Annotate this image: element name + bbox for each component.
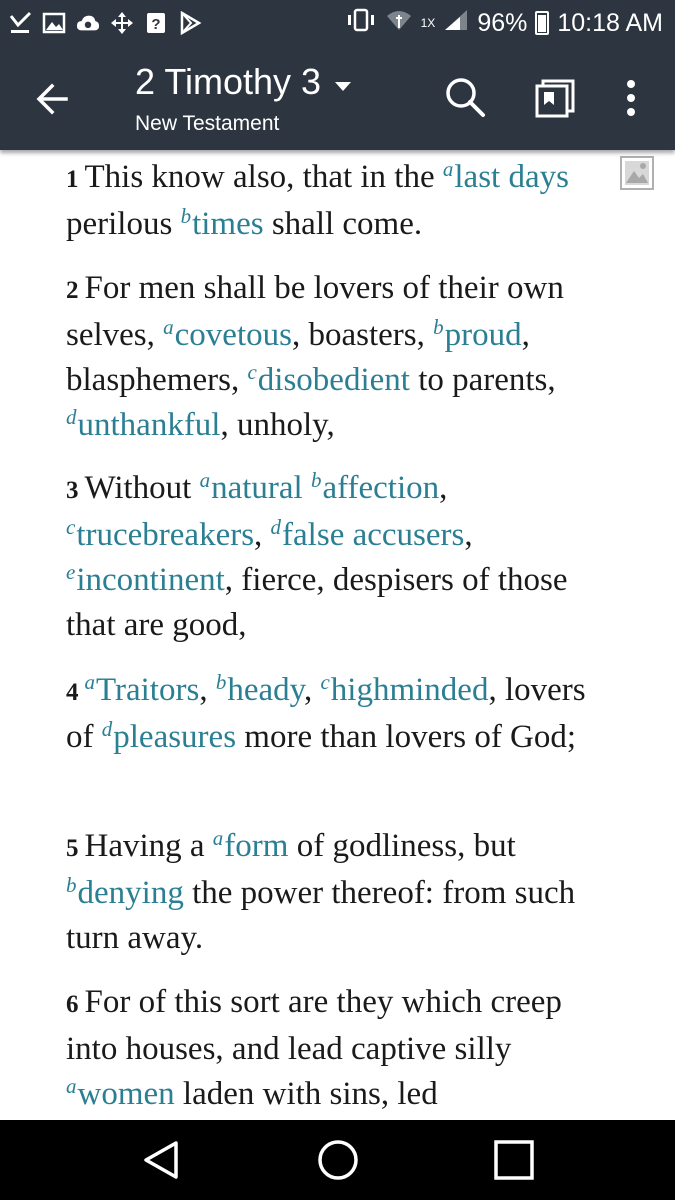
footnote-marker[interactable]: b	[66, 873, 77, 897]
footnote-link[interactable]: heady	[227, 672, 304, 708]
verse-text: Without	[84, 470, 200, 506]
verse-number: 2	[66, 277, 79, 304]
clock: 10:18 AM	[557, 8, 663, 37]
verse-text: to parents,	[409, 362, 556, 398]
footnote-marker[interactable]: b	[433, 315, 444, 339]
verse-text: , lovers of	[66, 672, 586, 755]
footnote-marker[interactable]: d	[66, 405, 77, 429]
verse-text: ,	[303, 672, 321, 708]
footnote-marker[interactable]: a	[199, 468, 211, 492]
status-bar	[0, 0, 675, 46]
more-options-button[interactable]	[616, 76, 646, 120]
footnote-link[interactable]: proud	[444, 317, 522, 353]
footnote-marker[interactable]: d	[270, 515, 282, 539]
network-type: 1X	[420, 15, 436, 30]
library-button[interactable]	[534, 78, 576, 118]
battery-icon	[535, 11, 549, 35]
system-nav-bar	[0, 1120, 675, 1200]
footnote-link[interactable]: form	[224, 828, 289, 864]
back-button[interactable]	[28, 74, 78, 124]
verse-3	[66, 466, 606, 648]
verse-5	[66, 824, 606, 961]
play-store-icon	[178, 11, 202, 35]
verse-text: , boasters,	[291, 317, 434, 353]
verse-text: ,	[199, 672, 216, 708]
chevron-down-icon	[335, 82, 351, 91]
footnote-marker[interactable]: e	[66, 560, 76, 584]
footnote-marker[interactable]: a	[163, 315, 174, 339]
footnote-link[interactable]: disobedient	[257, 362, 410, 398]
page-subtitle: New Testament	[135, 112, 280, 135]
books-icon	[534, 78, 576, 118]
verse-text: , unholy,	[220, 407, 335, 443]
verse-text: ,	[254, 517, 271, 553]
verse-number: 5	[66, 835, 79, 862]
verse-text	[303, 470, 311, 506]
vibrate-icon	[345, 8, 377, 39]
verse-number: 1	[66, 166, 79, 193]
footnote-link[interactable]: pleasures	[113, 719, 237, 755]
page-title: 2 Timothy 3	[135, 61, 322, 102]
recents-square-icon	[493, 1139, 535, 1181]
verse-number: 6	[66, 991, 79, 1018]
verse-text: ,	[464, 517, 473, 553]
chapter-selector[interactable]	[135, 60, 351, 136]
footnote-link[interactable]: denying	[77, 875, 184, 911]
verse-text: For men shall be lovers of their own selves,	[66, 270, 564, 353]
footnote-marker[interactable]: b	[215, 670, 227, 694]
app-bar	[0, 46, 675, 150]
verse-number: 3	[66, 477, 79, 504]
footnote-marker[interactable]: d	[101, 717, 113, 741]
verse-text: shall come.	[263, 206, 423, 242]
footnote-link[interactable]: times	[192, 206, 264, 242]
verse-1	[66, 155, 606, 247]
nav-home-button[interactable]	[316, 1138, 360, 1182]
home-circle-icon	[316, 1138, 360, 1182]
footnote-link[interactable]: natural	[211, 470, 303, 506]
footnote-link[interactable]: Traitors	[96, 672, 200, 708]
verse-text: ,	[439, 470, 448, 506]
search-icon	[442, 74, 488, 120]
verse-6	[66, 980, 606, 1117]
verse-text: laden with sins, led	[174, 1076, 438, 1112]
footnote-marker[interactable]: b	[310, 468, 322, 492]
verse-text: Having a	[84, 828, 213, 864]
verse-text: the power thereof: from such turn away.	[66, 875, 576, 956]
cloud-sync-icon	[76, 11, 100, 35]
footnote-link[interactable]: affection	[322, 470, 440, 506]
footnote-marker[interactable]: a	[66, 1074, 77, 1098]
footnote-link[interactable]: trucebreakers	[76, 517, 255, 553]
nav-back-button[interactable]	[140, 1138, 182, 1182]
image-placeholder-icon[interactable]	[620, 156, 654, 190]
more-vert-icon	[616, 76, 646, 120]
help-box-icon	[144, 11, 168, 35]
move-icon	[110, 11, 134, 35]
arrow-left-icon	[28, 74, 78, 124]
back-triangle-icon	[140, 1138, 182, 1182]
footnote-marker[interactable]: a	[442, 157, 454, 181]
verse-text: , fierce, despisers of those that are good,	[66, 562, 568, 643]
verse-2	[66, 266, 606, 448]
footnote-marker[interactable]: c	[66, 515, 76, 539]
verse-text: For of this sort are they which creep into houses, and lead captive silly	[66, 984, 562, 1067]
footnote-marker[interactable]: a	[212, 826, 224, 850]
footnote-link[interactable]: incontinent	[76, 562, 225, 598]
download-done-icon	[8, 11, 32, 35]
verse-text: more than lovers of God;	[236, 719, 577, 755]
verse-text: perilous	[66, 206, 181, 242]
footnote-link[interactable]: women	[77, 1076, 175, 1112]
status-indicators	[345, 8, 675, 39]
footnote-link[interactable]: last days	[454, 159, 569, 195]
verse-text: This know also, that in the	[84, 159, 443, 195]
gallery-icon	[42, 11, 66, 35]
scripture-content[interactable]	[0, 150, 675, 1120]
footnote-marker[interactable]: c	[247, 360, 257, 384]
verse-number: 4	[66, 679, 79, 706]
footnote-link[interactable]: unthankful	[77, 407, 221, 443]
footnote-link[interactable]: highminded	[330, 672, 489, 708]
footnote-link[interactable]: covetous	[174, 317, 292, 353]
footnote-link[interactable]: false accusers	[282, 517, 465, 553]
footnote-marker[interactable]: b	[180, 204, 192, 228]
notification-icons	[0, 11, 202, 35]
battery-percent: 96%	[477, 8, 528, 37]
signal-icon	[443, 8, 469, 39]
verse-4	[66, 668, 606, 760]
wifi-off-icon	[385, 8, 413, 39]
nav-recents-button[interactable]	[493, 1139, 535, 1181]
verse-text: of godliness, but	[288, 828, 516, 864]
svg-text:?: ?	[151, 16, 161, 33]
verse-text: , blasphemers,	[66, 317, 530, 398]
footnote-marker[interactable]: c	[320, 670, 330, 694]
search-button[interactable]	[442, 74, 488, 120]
footnote-marker[interactable]: a	[84, 670, 95, 694]
